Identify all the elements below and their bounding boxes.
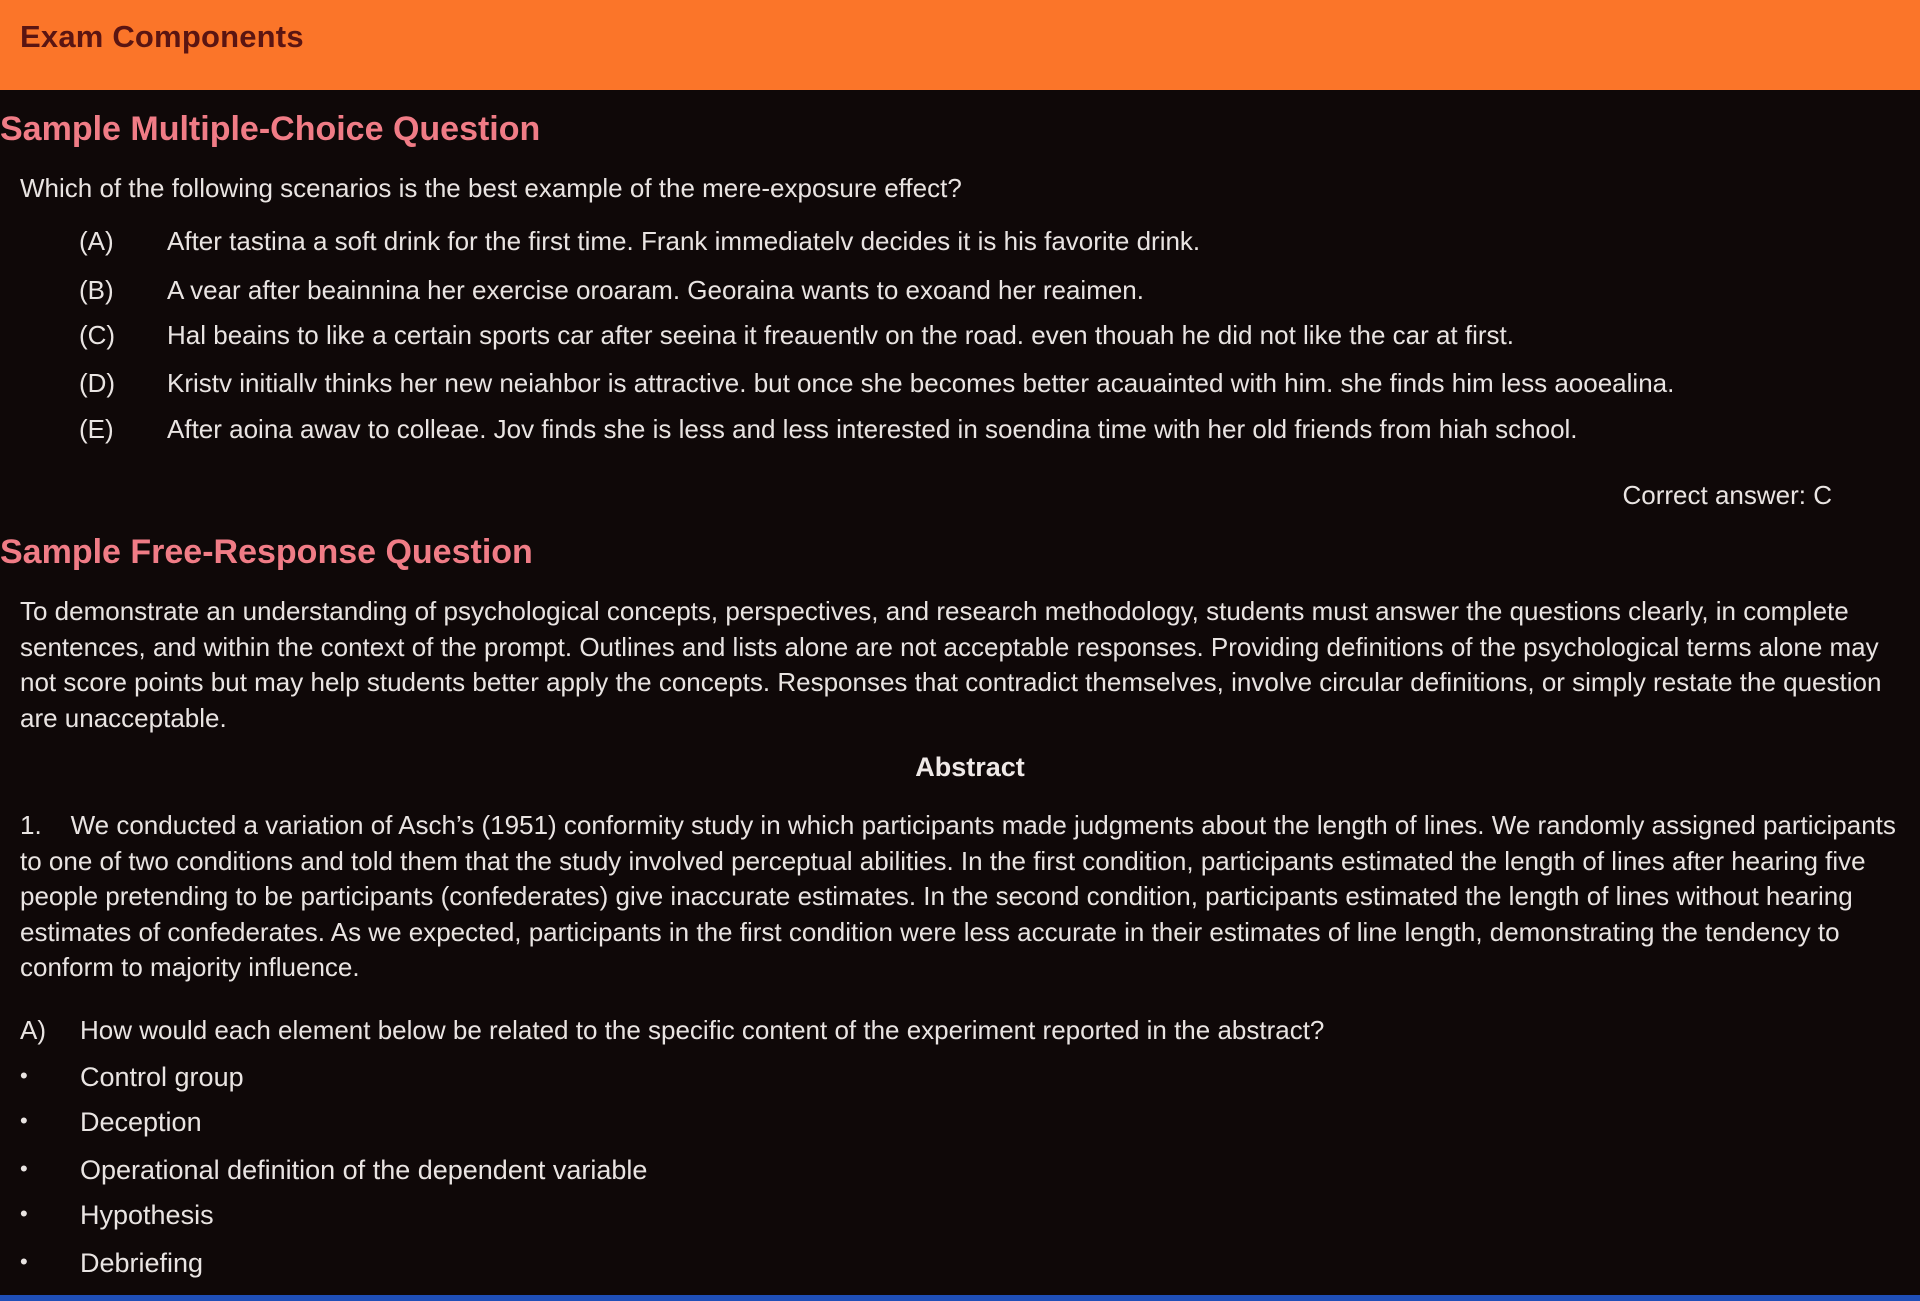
abstract-heading: Abstract — [915, 752, 1025, 782]
bullet-control-group: Control group — [80, 1062, 244, 1092]
bullet-operational-definition: Operational definition of the dependent variable — [80, 1155, 648, 1185]
header-banner — [0, 0, 1920, 90]
option-letter-d: (D) — [79, 368, 116, 398]
option-text-a: After tastina a soft drink for the first time. Frank immediatelv decides it is his favorite drink. — [167, 226, 1201, 256]
option-text-e: After aoina awav to colleae. Jov finds she is less and less interested in soendina time with her old friends from hiah school. — [167, 414, 1578, 444]
bullet-marker: • — [20, 1156, 28, 1181]
correct-answer: Correct answer: C — [1622, 480, 1832, 510]
page-title: Exam Components — [20, 19, 304, 54]
abstract-text: 1. We conducted a variation of Asch’s (1951) conformity study in which participants made judgments about the length of lines. We randomly assigned participants to one of two conditions and told them that the study involved perceptual abilities. In the first condition, participants estimated the length of lines after hearing five people pretending to be participants (confederates) give inaccurate estimates. In the second condition, participants estimated the length of lines without hearing estimates of confederates. As we expected, participants in the first condition were less accurate in their estimates of line length, demonstrating the tendency to conform to majority influence. — [20, 810, 1896, 982]
mcq-question: Which of the following scenarios is the best example of the mere-exposure effect? — [20, 173, 962, 203]
mcq-heading: Sample Multiple-Choice Question — [0, 110, 541, 148]
option-letter-a: (A) — [79, 226, 114, 256]
part-a-question: How would each element below be related to the specific content of the experiment reported in the abstract? — [80, 1015, 1325, 1045]
frq-heading: Sample Free-Response Question — [0, 533, 533, 571]
option-letter-b: (B) — [79, 275, 114, 305]
part-a-label: A) — [20, 1015, 46, 1045]
bullet-marker: • — [20, 1249, 28, 1274]
bullet-hypothesis: Hypothesis — [80, 1200, 214, 1230]
option-text-d: Kristv initiallv thinks her new neiahbor is attractive. but once she becomes better acauainted with him. she finds him less aooealina. — [167, 368, 1675, 398]
option-text-b: A vear after beainnina her exercise oroaram. Georaina wants to exoand her reaimen. — [167, 275, 1144, 305]
bullet-debriefing: Debriefing — [80, 1248, 204, 1278]
bottom-bar — [0, 1295, 1920, 1301]
bullet-marker: • — [20, 1201, 28, 1226]
bullet-marker: • — [20, 1108, 28, 1133]
option-text-c: Hal beains to like a certain sports car after seeina it freauentlv on the road. even thouah he did not like the car at first. — [167, 320, 1514, 350]
option-letter-e: (E) — [79, 414, 114, 444]
bullet-marker: • — [20, 1063, 28, 1088]
frq-intro: To demonstrate an understanding of psychological concepts, perspectives, and research methodology, students must answer the questions clearly, in complete sentences, and within the context of the prompt. Outlines and lists alone are not acceptable responses. Providing definitions of the psychological terms alone may not score points but may help students better apply the concepts. Responses that contradict themselves, involve circular definitions, or simply restate the question are unacceptable. — [20, 596, 1882, 733]
option-letter-c: (C) — [79, 320, 116, 350]
bullet-deception: Deception — [80, 1107, 202, 1137]
